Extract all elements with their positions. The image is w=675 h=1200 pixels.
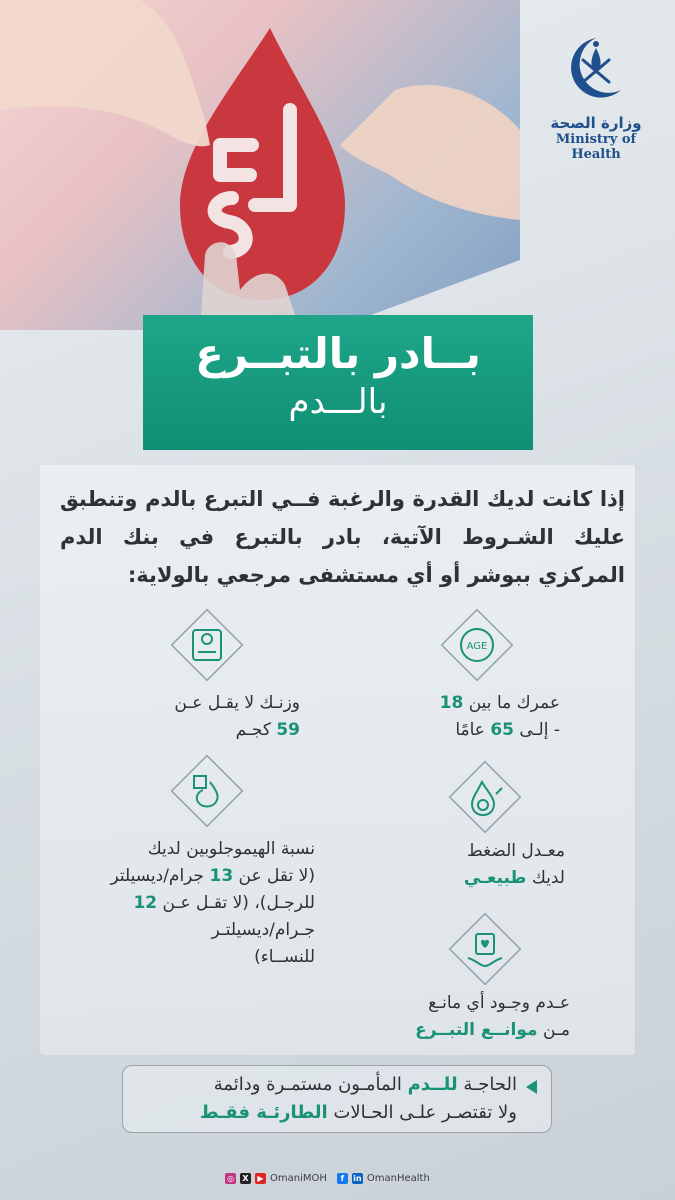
bp-line1: معـدل الضغط [467, 841, 565, 861]
condition-age [380, 690, 560, 744]
linkedin-icon[interactable]: in [353, 1173, 362, 1183]
hand-top-left [0, 0, 210, 146]
social-handle-1[interactable]: OmaniMOH [270, 1172, 327, 1184]
title-line-2: بالـــدم [288, 382, 388, 422]
social-handle-2[interactable]: OmanHealth [366, 1172, 430, 1184]
age-line2-text: - إلـى [514, 720, 560, 740]
x-icon[interactable]: X [240, 1173, 251, 1184]
note-l2-pre: ولا تقتصـر علـى الحـالات [327, 1102, 517, 1123]
arrow-left-icon [526, 1080, 537, 1094]
hb-men-value: 13 [209, 866, 234, 886]
hb-line1: نسبة الهيموجلوبين لديك [147, 839, 315, 859]
blood-pressure-icon [446, 758, 524, 836]
social-footer [225, 1168, 465, 1188]
hb-line2-pre: (لا تقل عن [233, 866, 315, 886]
hand-heart-icon [446, 910, 524, 988]
bp-line2-pre: لديك [526, 868, 565, 888]
note-l1-blood: للــدم [407, 1074, 458, 1095]
none-line2-pre: مـن [537, 1020, 570, 1040]
hb-line2-post: جرام/ديسيلتر [110, 866, 210, 886]
intro-text: إذا كانت لديك القدرة والرغبة فــي التبرع بالدم وتنطبق عليك الشـروط الآتية، بادر بالتبرع في بنك الدم المركزي ببوشر أو أي مستشفى مرجعي بالولاية: [60, 487, 625, 587]
hb-line3-pre: للرجـل)، (لا تقـل عـن [157, 893, 315, 913]
note-l1-pre: الحاجـة [457, 1074, 517, 1095]
scale-icon [168, 606, 246, 684]
condition-no-barrier [385, 990, 570, 1044]
none-line1: عـدم وجـود أي مانـع [428, 993, 570, 1013]
weight-line1-text: وزنـك لا يقـل عـن [174, 693, 300, 713]
weight-unit: كجـم [235, 720, 277, 740]
title-banner [143, 315, 533, 450]
age-unit: عامًا [455, 720, 491, 740]
hero-illustration [0, 0, 675, 330]
age-icon [438, 606, 516, 684]
note-line-2 [200, 1102, 517, 1123]
condition-blood-pressure [395, 838, 565, 892]
weight-min-value: 59 [276, 720, 300, 740]
instagram-icon[interactable]: ◎ [225, 1173, 236, 1184]
hand-right [340, 85, 520, 220]
age-line1-text: عمرك ما بين [463, 693, 560, 713]
facebook-icon[interactable]: f [337, 1173, 348, 1184]
age-icon-label: AGE [466, 641, 488, 652]
hb-women-value: 12 [133, 893, 158, 913]
none-barriers: موانــع التبــرع [415, 1020, 538, 1040]
note-l1-post: المأمـون مستمـرة ودائمة [213, 1074, 408, 1095]
title-line-1: بــادر بالتبــرع [195, 329, 481, 378]
age-min-value: 18 [439, 693, 464, 713]
note-box [122, 1065, 552, 1133]
condition-hemoglobin [65, 836, 315, 971]
ministry-name-ar: وزارة الصحة [550, 114, 642, 132]
bp-normal: طبيعـي [463, 868, 527, 888]
youtube-icon[interactable]: ▶ [255, 1173, 266, 1184]
hb-line5: للنســاء) [254, 947, 315, 967]
oman-emblem-icon [561, 30, 631, 108]
note-l2-emergency: الطارئـة فقـط [199, 1102, 328, 1123]
condition-weight [85, 690, 300, 744]
note-line-1 [214, 1074, 517, 1095]
hemoglobin-icon [168, 752, 246, 830]
ministry-name-en: Ministry of Health [555, 132, 637, 162]
hb-line4: جـرام/ديسيلتـر [211, 920, 315, 940]
age-max-value: 65 [490, 720, 514, 740]
ministry-logo [541, 30, 651, 162]
